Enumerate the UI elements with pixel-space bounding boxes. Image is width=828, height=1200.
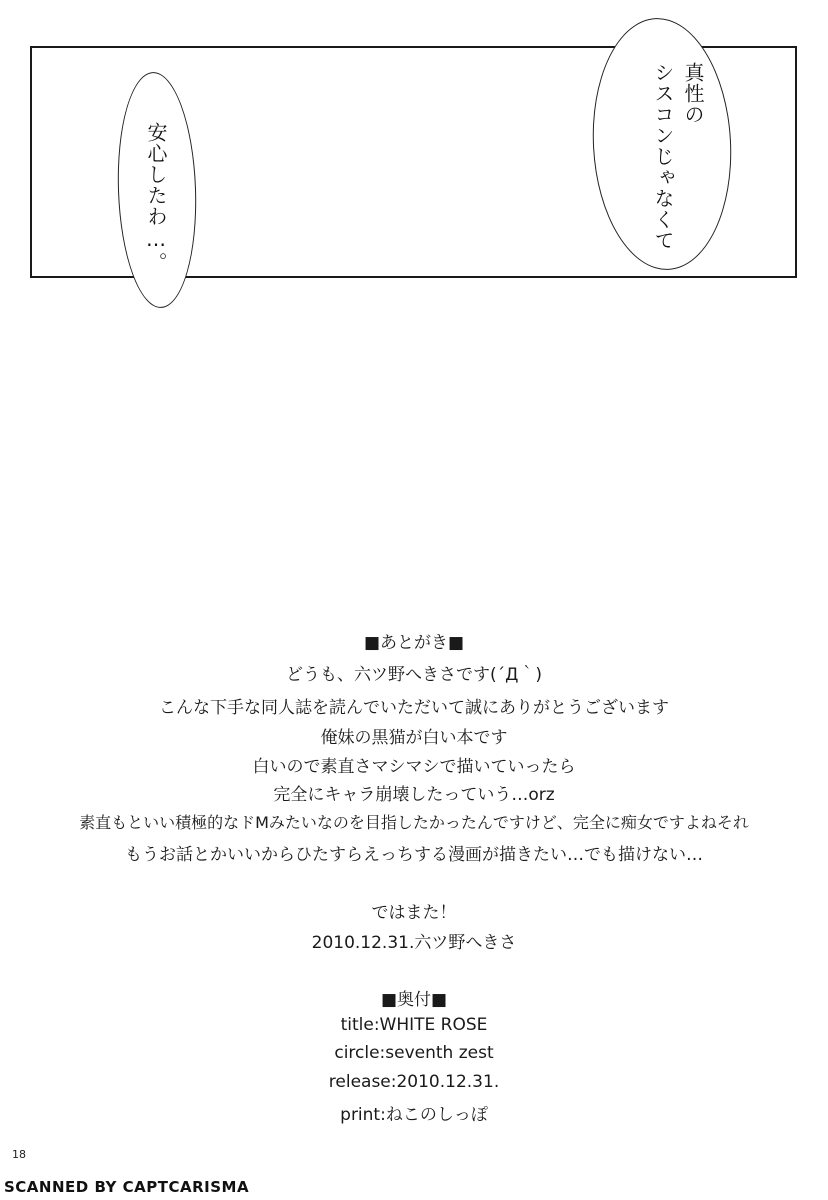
afterword-line: こんな下手な同人誌を読んでいただいて誠にありがとうございます [159, 698, 669, 718]
speech-text-left: 安心したわ…。 [144, 122, 168, 273]
afterword-line: 白いので素直さマシマシで描いていったら [252, 757, 576, 777]
afterword-line: 素直もといい積極的なドMみたいなのを目指したかったんですけど、完全に痴女ですよねそれ [79, 813, 749, 832]
afterword-line: 俺妹の黒猫が白い本です [320, 728, 508, 748]
afterword-line: 完全にキャラ崩壊したっていう…orz [273, 785, 555, 805]
colophon-title: title:WHITE ROSE [340, 1015, 488, 1035]
afterword-heading: ■あとがき■ [363, 633, 465, 653]
colophon-print: print:ねこのしっぽ [340, 1105, 488, 1125]
colophon-release: release:2010.12.31. [328, 1072, 500, 1092]
scan-credit: SCANNED BY CAPTCARISMA [4, 1178, 250, 1196]
colophon-heading: ■奥付■ [380, 990, 448, 1010]
afterword-farewell: ではまた！ [371, 903, 457, 923]
speech-line: シスコンじゃなくて [651, 62, 675, 251]
colophon-circle: circle:seventh zest [334, 1043, 494, 1063]
afterword-signature: 2010.12.31.六ツ野へきさ [311, 933, 517, 953]
afterword-line: どうも、六ツ野へきさです(´Д｀) [285, 665, 543, 685]
page-number: 18 [12, 1148, 26, 1161]
speech-text-right [648, 62, 708, 251]
afterword-line: もうお話とかいいからひたすらえっちする漫画が描きたい…でも描けない… [125, 845, 703, 865]
speech-line: 真性の [681, 62, 705, 125]
